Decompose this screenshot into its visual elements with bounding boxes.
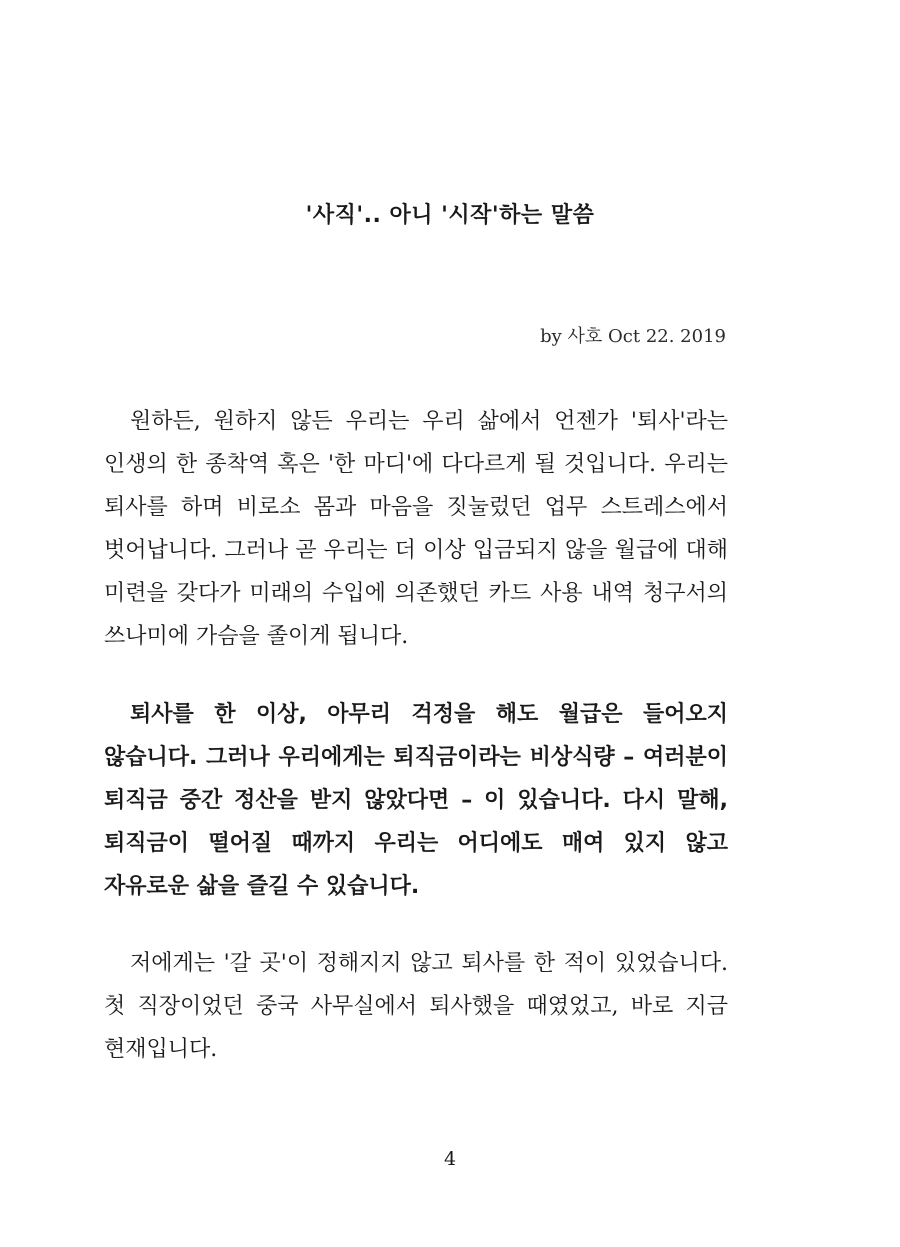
paragraph-3: 저에게는 '갈 곳'이 정해지지 않고 퇴사를 한 적이 있었습니다. 첫 직장이었던 중국 사무실에서 퇴사했을 때였었고, 바로 지금 현재입니다.	[104, 951, 728, 1062]
author-date-byline: by 사호 Oct 22. 2019	[540, 326, 726, 347]
paragraph-1: 원하든, 원하지 않든 우리는 우리 삶에서 언젠가 '퇴사'라는 인생의 한 종착역 혹은 '한 마디'에 다다르게 될 것입니다. 우리는 퇴사를 하며 비로소 몸과 마음을 짓눌렀던 업무 스트레스에서 벗어납니다. 그러나 곧 우리는 더 이상 입금되지 않을 월급에 대해 미련을 갖다가 미래의 수입에 의존했던 카드 사용 내역 청구서의 쓰나미에 가슴을 졸이게 됩니다.	[104, 409, 728, 649]
paragraph-2-bold: 퇴사를 한 이상, 아무리 걱정을 해도 월급은 들어오지 않습니다. 그러나 우리에게는 퇴직금이라는 비상식량 – 여러분이 퇴직금 중간 정산을 받지 않았다면 – 이 있습니다. 다시 말해, 퇴직금이 떨어질 때까지 우리는 어디에도 매여 있지 않고 자유로운 삶을 즐길 수 있습니다.	[104, 702, 728, 899]
page-number: 4	[443, 1148, 457, 1170]
document-title: '사직'.. 아니 '시작'하는 말씀	[305, 203, 595, 228]
